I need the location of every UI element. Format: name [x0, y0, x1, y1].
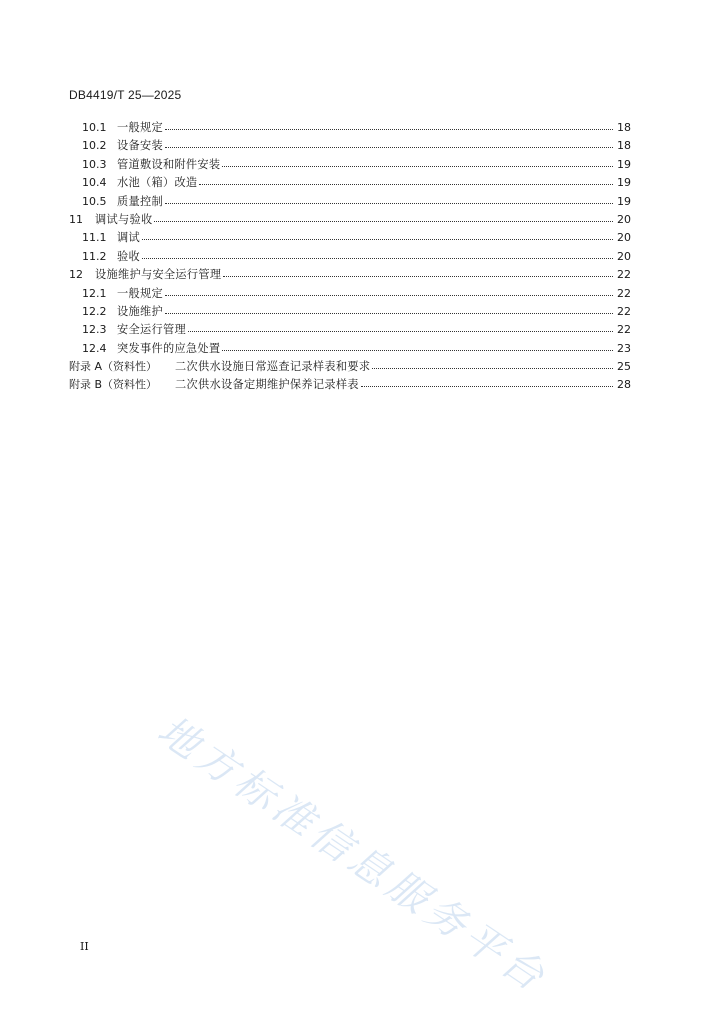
toc-dot-leader	[188, 330, 613, 332]
toc-entry-page: 18	[617, 121, 631, 134]
toc-entry-number: 12.4	[82, 341, 107, 355]
toc-entry[interactable]	[69, 137, 631, 155]
toc-entry-page: 22	[617, 323, 631, 337]
toc-entry-title: 调试	[117, 231, 140, 245]
toc-entry-number: 11	[69, 212, 83, 226]
toc-dot-leader	[165, 294, 613, 296]
toc-entry-title: 质量控制	[117, 194, 163, 208]
toc-entry[interactable]	[69, 340, 631, 358]
toc-dot-leader	[165, 146, 613, 148]
toc-entry-title: 突发事件的应急处置	[117, 341, 221, 355]
toc-entry-page: 19	[617, 157, 631, 171]
watermark: 地方标准信息服务平台	[149, 707, 557, 1003]
toc-dot-leader	[154, 220, 613, 222]
toc-entry-title: 调试与验收	[95, 212, 153, 226]
toc-entry[interactable]	[69, 303, 631, 321]
toc-entry[interactable]	[69, 229, 631, 247]
toc-entry-number: 12.2	[82, 304, 107, 318]
toc-entry-title: 一般规定	[117, 121, 163, 134]
toc-entry[interactable]	[69, 174, 631, 192]
toc-entry[interactable]	[69, 248, 631, 266]
toc-entry-title: 一般规定	[117, 286, 163, 300]
toc-entry-page: 22	[617, 286, 631, 300]
toc-dot-leader	[361, 385, 613, 387]
toc-entry-number: 10.3	[82, 157, 107, 171]
toc-entry-page: 20	[617, 231, 631, 245]
toc-entry[interactable]	[69, 266, 631, 284]
toc-entry-page: 23	[617, 341, 631, 355]
toc-entry[interactable]	[69, 156, 631, 174]
toc-dot-leader	[142, 257, 613, 259]
toc-entry-number: 附录 B（资料性）	[69, 378, 158, 392]
toc-dot-leader	[372, 367, 613, 369]
toc-entry[interactable]	[69, 285, 631, 303]
toc-entry[interactable]	[69, 119, 631, 137]
toc-entry-number: 12.1	[82, 286, 107, 300]
toc-entry-number: 10.1	[82, 121, 107, 134]
toc-entry[interactable]	[69, 358, 631, 376]
toc-dot-leader	[223, 275, 613, 277]
toc-entry-number: 11.2	[82, 249, 107, 263]
toc-entry-title: 管道敷设和附件安装	[117, 157, 221, 171]
toc-entry-page: 22	[617, 268, 631, 282]
toc-entry-title: 二次供水设备定期维护保养记录样表	[175, 378, 359, 392]
toc-entry-page: 19	[617, 194, 631, 208]
table-of-contents	[69, 119, 631, 395]
toc-entry-page: 18	[617, 139, 631, 153]
document-code: DB4419/T 25—2025	[69, 88, 182, 102]
toc-entry-page: 28	[617, 378, 631, 392]
toc-entry-title: 设施维护与安全运行管理	[95, 268, 222, 282]
toc-entry-number: 10.5	[82, 194, 107, 208]
toc-entry-number: 11.1	[82, 231, 107, 245]
toc-entry-page: 25	[617, 360, 631, 374]
toc-entry-number: 附录 A（资料性）	[69, 360, 158, 374]
toc-dot-leader	[222, 165, 613, 167]
toc-entry-number: 12.3	[82, 323, 107, 337]
toc-entry-page: 20	[617, 212, 631, 226]
toc-entry[interactable]	[69, 211, 631, 229]
toc-entry-title: 验收	[117, 249, 140, 263]
toc-entry-title: 二次供水设施日常巡查记录样表和要求	[175, 360, 371, 374]
toc-entry-page: 19	[617, 176, 631, 190]
page-number: II	[80, 940, 89, 953]
toc-entry-page: 20	[617, 249, 631, 263]
toc-dot-leader	[199, 183, 613, 185]
toc-dot-leader	[165, 128, 613, 130]
toc-entry-page: 22	[617, 304, 631, 318]
toc-entry-number: 10.2	[82, 139, 107, 153]
toc-entry[interactable]	[69, 321, 631, 339]
toc-entry-title: 水池（箱）改造	[117, 176, 198, 190]
toc-entry-title: 安全运行管理	[117, 323, 186, 337]
toc-dot-leader	[165, 312, 613, 314]
toc-dot-leader	[142, 238, 613, 240]
toc-entry-number: 12	[69, 268, 83, 282]
toc-entry[interactable]	[69, 193, 631, 211]
toc-dot-leader	[165, 202, 613, 204]
toc-dot-leader	[222, 349, 613, 351]
toc-entry-number: 10.4	[82, 176, 107, 190]
toc-entry-title: 设备安装	[117, 139, 163, 153]
toc-entry-title: 设施维护	[117, 304, 163, 318]
toc-entry[interactable]	[69, 376, 631, 394]
